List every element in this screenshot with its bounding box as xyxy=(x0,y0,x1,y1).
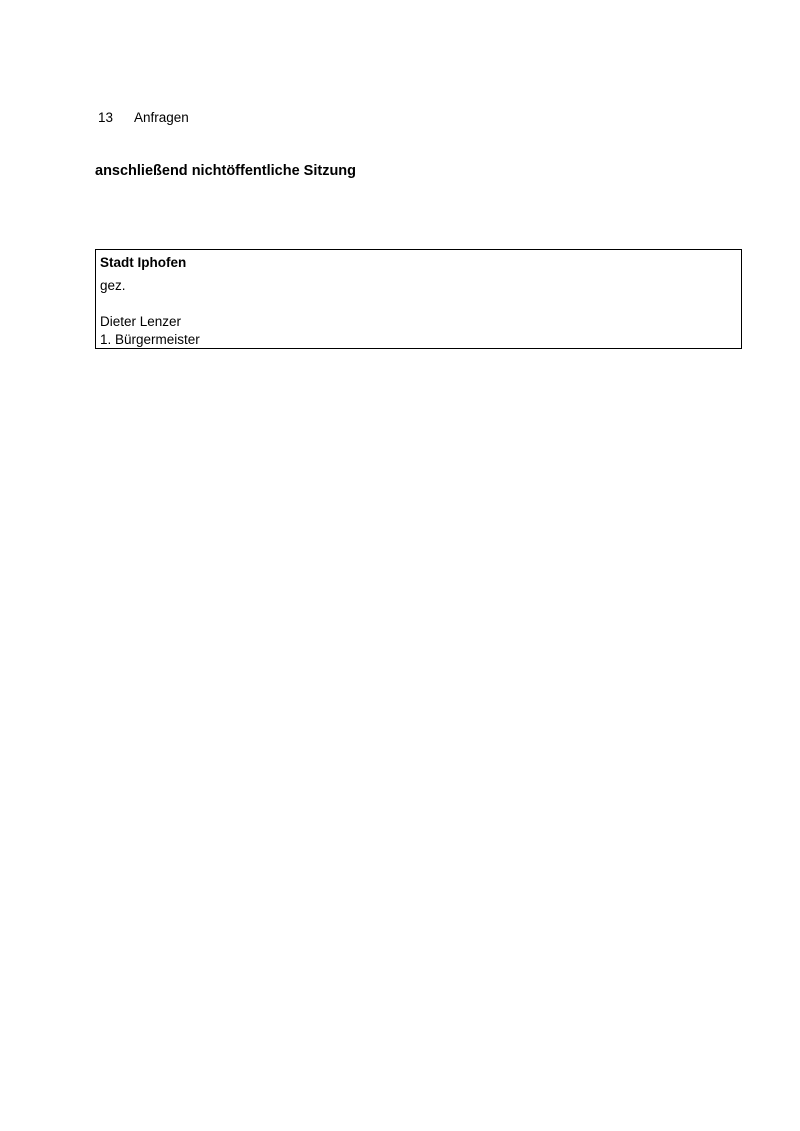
signature-spacer xyxy=(100,295,741,313)
signature-signed-marker: gez. xyxy=(100,278,126,293)
signature-organization: Stadt Iphofen xyxy=(100,255,187,270)
signature-block xyxy=(95,249,742,349)
agenda-item-label: Anfragen xyxy=(134,110,189,125)
agenda-item-row xyxy=(98,109,189,127)
agenda-item-number: 13 xyxy=(98,110,114,125)
session-notice: anschließend nichtöffentliche Sitzung xyxy=(95,163,357,179)
signature-role: 1. Bürgermeister xyxy=(100,332,200,347)
signature-name: Dieter Lenzer xyxy=(100,314,182,329)
